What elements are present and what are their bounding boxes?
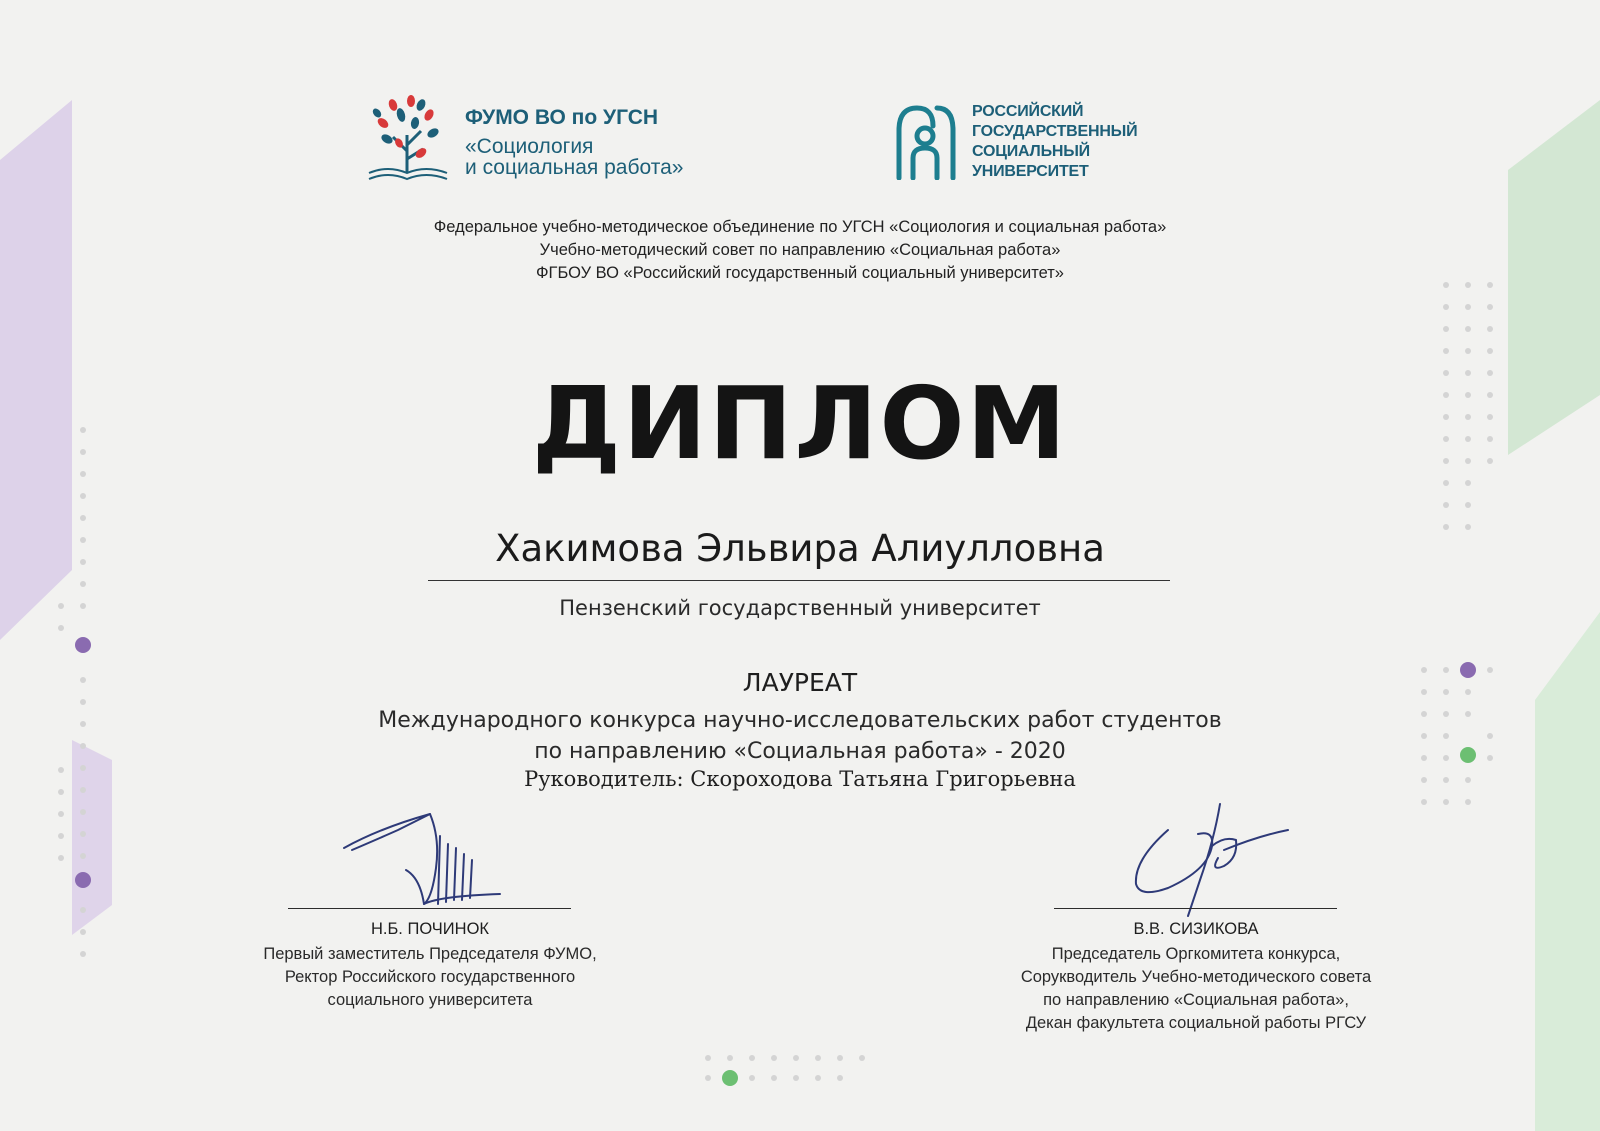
supervisor: Руководитель: Скороходова Татьяна Григорьевна xyxy=(524,767,1076,791)
role-line: социального университета xyxy=(327,991,533,1009)
role-line: Первый заместитель Председателя ФУМО, xyxy=(263,945,597,963)
recipient-name: Хакимова Эльвира Алиулловна xyxy=(495,527,1105,570)
rgsu-logo-line-3: СОЦИАЛЬНЫЙ xyxy=(972,143,1090,160)
role-line: по направлению «Социальная работа», xyxy=(1043,991,1349,1009)
contest-description xyxy=(0,705,1600,767)
rgsu-logo-text xyxy=(972,102,1137,182)
signature-sizikova xyxy=(1128,800,1298,920)
award-title: ЛАУРЕАТ xyxy=(742,668,858,697)
signatory-role-left xyxy=(200,943,660,1012)
diploma-title: ДИПЛОМ xyxy=(531,365,1069,482)
organization-line: ФГБОУ ВО «Российский государственный социальный университет» xyxy=(536,264,1064,282)
signature-pochinok xyxy=(340,808,520,912)
recipient-university: Пензенский государственный университет xyxy=(559,596,1041,620)
fumo-logo-title: ФУМО ВО по УГСН xyxy=(465,106,659,129)
signatory-role-right xyxy=(956,943,1436,1035)
signatory-name-right: В.В. СИЗИКОВА xyxy=(1133,920,1259,938)
fumo-logo-subtitle-1: «Социология xyxy=(465,135,594,158)
organizations-block xyxy=(0,216,1600,285)
role-line: Ректор Российского государственного xyxy=(284,968,576,986)
rgsu-logo-line-4: УНИВЕРСИТЕТ xyxy=(972,163,1089,180)
signatory-name-left: Н.Б. ПОЧИНОК xyxy=(370,920,490,938)
role-line: Председатель Оргкомитета конкурса, xyxy=(1051,945,1341,963)
signature-line-left xyxy=(288,908,571,909)
contest-line: по направлению «Социальная работа» - 2020 xyxy=(534,739,1066,764)
signature-line-right xyxy=(1054,908,1337,909)
organization-line: Учебно-методический совет по направлению «Социальная работа» xyxy=(539,241,1061,259)
tree-on-book-icon xyxy=(363,93,453,185)
name-underline xyxy=(428,580,1170,581)
organization-line: Федеральное учебно-методическое объединение по УГСН «Социология и социальная работа» xyxy=(433,218,1167,236)
role-line: Декан факультета социальной работы РГСУ xyxy=(1025,1014,1367,1032)
fumo-logo-text xyxy=(465,106,683,178)
rgsu-logo-line-2: ГОСУДАРСТВЕННЫЙ xyxy=(972,123,1138,140)
fumo-logo-subtitle-2: и социальная работа» xyxy=(465,156,684,179)
family-figures-icon xyxy=(893,100,959,180)
role-line: Сорукводитель Учебно-методического совета xyxy=(1020,968,1372,986)
rgsu-logo-line-1: РОССИЙСКИЙ xyxy=(972,103,1084,120)
contest-line: Международного конкурса научно-исследовательских работ студентов xyxy=(378,708,1222,733)
